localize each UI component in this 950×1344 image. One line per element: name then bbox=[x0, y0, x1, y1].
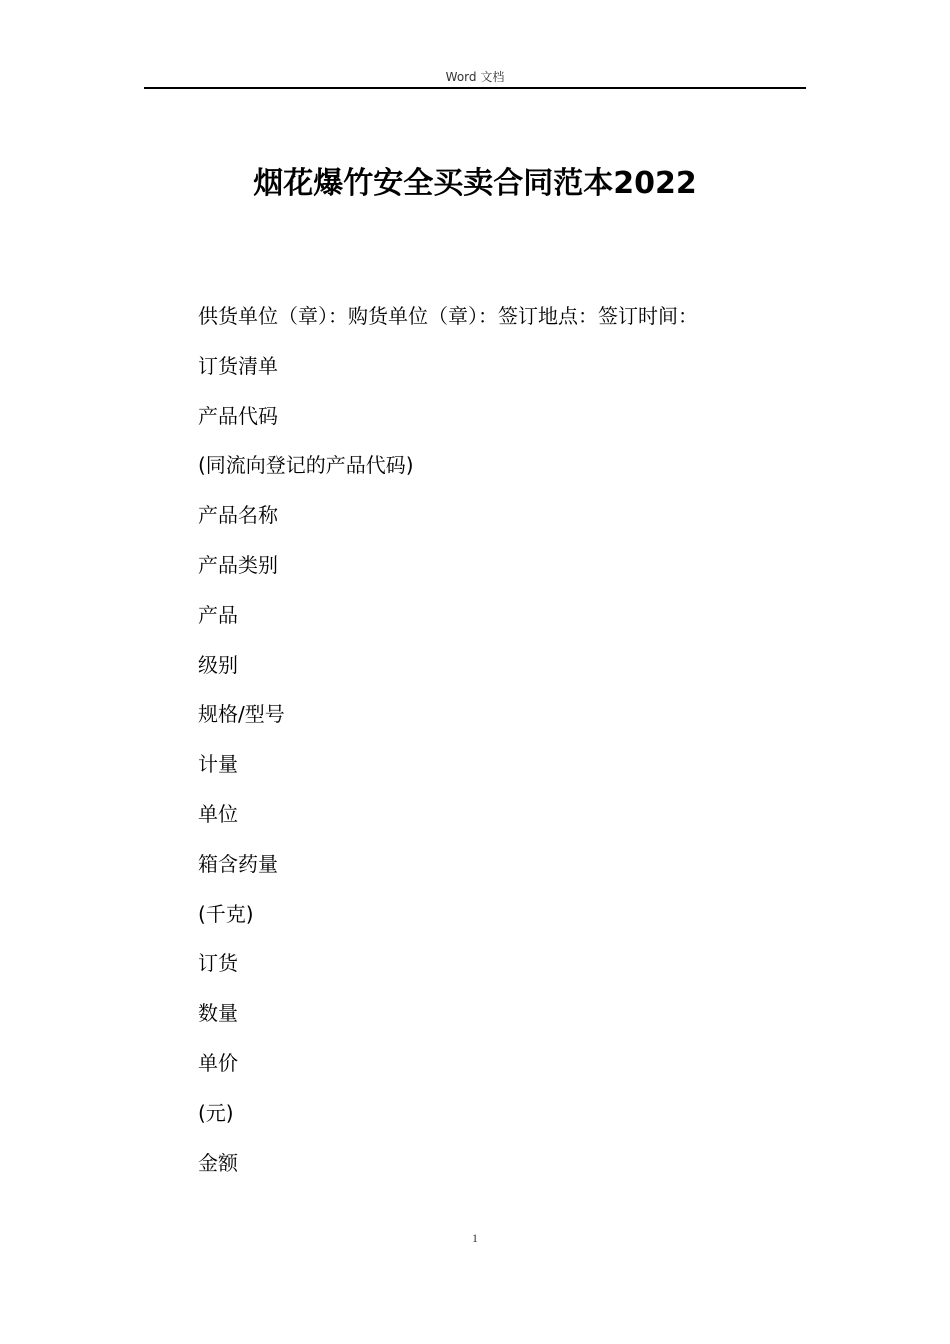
body-line: 订货清单 bbox=[198, 353, 278, 378]
body-line: 规格/型号 bbox=[198, 702, 285, 727]
body-line: 产品类别 bbox=[198, 552, 278, 577]
body-line: (元) bbox=[198, 1100, 234, 1125]
body-line: 箱含药量 bbox=[198, 851, 278, 876]
body-line: 产品 bbox=[198, 602, 238, 627]
body-line: 供货单位（章）：购货单位（章）：签订地点：签订时间： bbox=[198, 304, 698, 328]
body-line: (千克) bbox=[198, 901, 254, 926]
body-line: 单位 bbox=[198, 801, 238, 826]
document-title: 烟花爆竹安全买卖合同范本2022 bbox=[253, 166, 697, 201]
body-line: 计量 bbox=[198, 752, 238, 777]
document-body bbox=[198, 300, 818, 1196]
body-line: (同流向登记的产品代码) bbox=[198, 453, 414, 478]
body-line: 数量 bbox=[198, 1001, 238, 1026]
body-line: 级别 bbox=[198, 652, 238, 677]
body-line: 产品名称 bbox=[198, 503, 278, 528]
page-header: Word 文档 bbox=[445, 70, 505, 84]
header-divider bbox=[144, 87, 806, 89]
page-number: 1 bbox=[472, 1231, 478, 1245]
body-line: 单价 bbox=[198, 1050, 238, 1075]
body-line: 订货 bbox=[198, 951, 238, 976]
body-line: 产品代码 bbox=[198, 403, 278, 428]
body-line: 金额 bbox=[198, 1150, 238, 1175]
